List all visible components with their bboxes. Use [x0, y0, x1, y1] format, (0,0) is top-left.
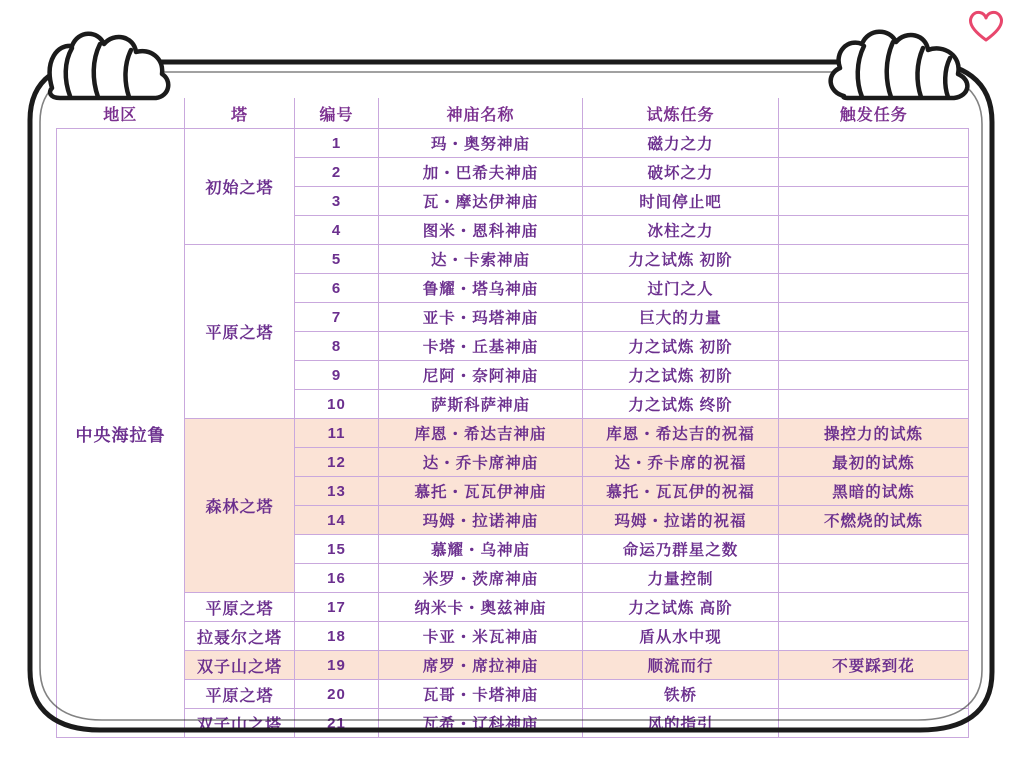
- cell-quest: [779, 274, 969, 303]
- cell-quest: 最初的试炼: [779, 448, 969, 477]
- cell-shrine-name: 慕耀・乌神庙: [379, 535, 583, 564]
- cell-number: 5: [295, 245, 379, 274]
- cell-shrine-name: 鲁耀・塔乌神庙: [379, 274, 583, 303]
- cell-shrine-name: 卡塔・丘基神庙: [379, 332, 583, 361]
- header-number: 编号: [295, 98, 379, 129]
- cell-quest: [779, 535, 969, 564]
- table-row: [57, 651, 969, 680]
- cell-quest: 操控力的试炼: [779, 419, 969, 448]
- cell-number: 18: [295, 622, 379, 651]
- cell-shrine-name: 纳米卡・奥兹神庙: [379, 593, 583, 622]
- cell-quest: [779, 187, 969, 216]
- cell-trial: 巨大的力量: [583, 303, 779, 332]
- cell-quest: 不燃烧的试炼: [779, 506, 969, 535]
- cell-number: 8: [295, 332, 379, 361]
- header-row: [57, 98, 969, 129]
- cell-shrine-name: 玛・奥努神庙: [379, 129, 583, 158]
- cell-quest: [779, 390, 969, 419]
- cell-shrine-name: 瓦希・辽科神庙: [379, 709, 583, 738]
- cell-shrine-name: 达・乔卡席神庙: [379, 448, 583, 477]
- table-row: [57, 622, 969, 651]
- cell-tower: 森林之塔: [185, 419, 295, 593]
- cell-trial: 铁桥: [583, 680, 779, 709]
- cell-region: 中央海拉鲁: [57, 129, 185, 738]
- cell-number: 17: [295, 593, 379, 622]
- cell-shrine-name: 瓦・摩达伊神庙: [379, 187, 583, 216]
- cell-trial: 冰柱之力: [583, 216, 779, 245]
- cell-trial: 磁力之力: [583, 129, 779, 158]
- cell-trial: 慕托・瓦瓦伊的祝福: [583, 477, 779, 506]
- cell-trial: 顺流而行: [583, 651, 779, 680]
- cloud-doodle-right: [831, 32, 968, 98]
- cell-shrine-name: 米罗・茨席神庙: [379, 564, 583, 593]
- cell-quest: [779, 158, 969, 187]
- header-tower: 塔: [185, 98, 295, 129]
- cell-number: 20: [295, 680, 379, 709]
- header-shrine-name: 神庙名称: [379, 98, 583, 129]
- cell-shrine-name: 慕托・瓦瓦伊神庙: [379, 477, 583, 506]
- cell-quest: [779, 361, 969, 390]
- cell-tower: 拉聂尔之塔: [185, 622, 295, 651]
- header-trial: 试炼任务: [583, 98, 779, 129]
- cell-number: 6: [295, 274, 379, 303]
- heart-icon: [966, 6, 1006, 46]
- cell-quest: 不要踩到花: [779, 651, 969, 680]
- cell-number: 12: [295, 448, 379, 477]
- cell-number: 11: [295, 419, 379, 448]
- cell-tower: 双子山之塔: [185, 709, 295, 738]
- cell-shrine-name: 亚卡・玛塔神庙: [379, 303, 583, 332]
- cell-quest: [779, 564, 969, 593]
- cell-trial: 库恩・希达吉的祝福: [583, 419, 779, 448]
- cell-tower: 初始之塔: [185, 129, 295, 245]
- cell-quest: [779, 216, 969, 245]
- cell-number: 9: [295, 361, 379, 390]
- cell-quest: [779, 680, 969, 709]
- cell-tower: 平原之塔: [185, 593, 295, 622]
- cell-tower: 平原之塔: [185, 680, 295, 709]
- cell-trial: 力之试炼 终阶: [583, 390, 779, 419]
- cell-number: 2: [295, 158, 379, 187]
- cell-trial: 时间停止吧: [583, 187, 779, 216]
- table-row: [57, 680, 969, 709]
- cell-trial: 力之试炼 初阶: [583, 332, 779, 361]
- cell-number: 14: [295, 506, 379, 535]
- cell-quest: [779, 245, 969, 274]
- header-quest: 触发任务: [779, 98, 969, 129]
- cell-trial: 盾从水中现: [583, 622, 779, 651]
- table-header: [57, 98, 969, 129]
- cell-shrine-name: 卡亚・米瓦神庙: [379, 622, 583, 651]
- cell-trial: 力之试炼 高阶: [583, 593, 779, 622]
- cell-trial: 力量控制: [583, 564, 779, 593]
- cell-number: 4: [295, 216, 379, 245]
- table-row: [57, 419, 969, 448]
- cell-number: 16: [295, 564, 379, 593]
- cell-shrine-name: 瓦哥・卡塔神庙: [379, 680, 583, 709]
- cell-trial: 达・乔卡席的祝福: [583, 448, 779, 477]
- shrine-table-container: [56, 98, 968, 738]
- cell-trial: 力之试炼 初阶: [583, 361, 779, 390]
- cell-number: 7: [295, 303, 379, 332]
- cell-quest: [779, 709, 969, 738]
- table-body: [57, 129, 969, 738]
- cell-quest: 黑暗的试炼: [779, 477, 969, 506]
- header-region: 地区: [57, 98, 185, 129]
- cell-shrine-name: 图米・恩科神庙: [379, 216, 583, 245]
- table-row: [57, 709, 969, 738]
- cell-trial: 命运乃群星之数: [583, 535, 779, 564]
- cell-number: 10: [295, 390, 379, 419]
- cell-trial: 过门之人: [583, 274, 779, 303]
- cell-quest: [779, 332, 969, 361]
- cell-tower: 平原之塔: [185, 245, 295, 419]
- cell-number: 3: [295, 187, 379, 216]
- cell-shrine-name: 达・卡索神庙: [379, 245, 583, 274]
- cell-shrine-name: 加・巴希夫神庙: [379, 158, 583, 187]
- cloud-doodle-left: [50, 34, 169, 98]
- cell-shrine-name: 玛姆・拉诺神庙: [379, 506, 583, 535]
- cell-shrine-name: 库恩・希达吉神庙: [379, 419, 583, 448]
- shrine-table: [56, 98, 969, 738]
- cell-shrine-name: 席罗・席拉神庙: [379, 651, 583, 680]
- cell-shrine-name: 尼阿・奈阿神庙: [379, 361, 583, 390]
- cell-shrine-name: 萨斯科萨神庙: [379, 390, 583, 419]
- cell-number: 21: [295, 709, 379, 738]
- table-row: [57, 129, 969, 158]
- cell-trial: 破坏之力: [583, 158, 779, 187]
- cell-trial: 力之试炼 初阶: [583, 245, 779, 274]
- cell-quest: [779, 593, 969, 622]
- table-row: [57, 245, 969, 274]
- cell-number: 1: [295, 129, 379, 158]
- cell-number: 15: [295, 535, 379, 564]
- table-row: [57, 593, 969, 622]
- cell-trial: 玛姆・拉诺的祝福: [583, 506, 779, 535]
- cell-trial: 风的指引: [583, 709, 779, 738]
- cell-tower: 双子山之塔: [185, 651, 295, 680]
- cell-number: 13: [295, 477, 379, 506]
- cell-quest: [779, 129, 969, 158]
- cell-quest: [779, 303, 969, 332]
- cell-quest: [779, 622, 969, 651]
- cell-number: 19: [295, 651, 379, 680]
